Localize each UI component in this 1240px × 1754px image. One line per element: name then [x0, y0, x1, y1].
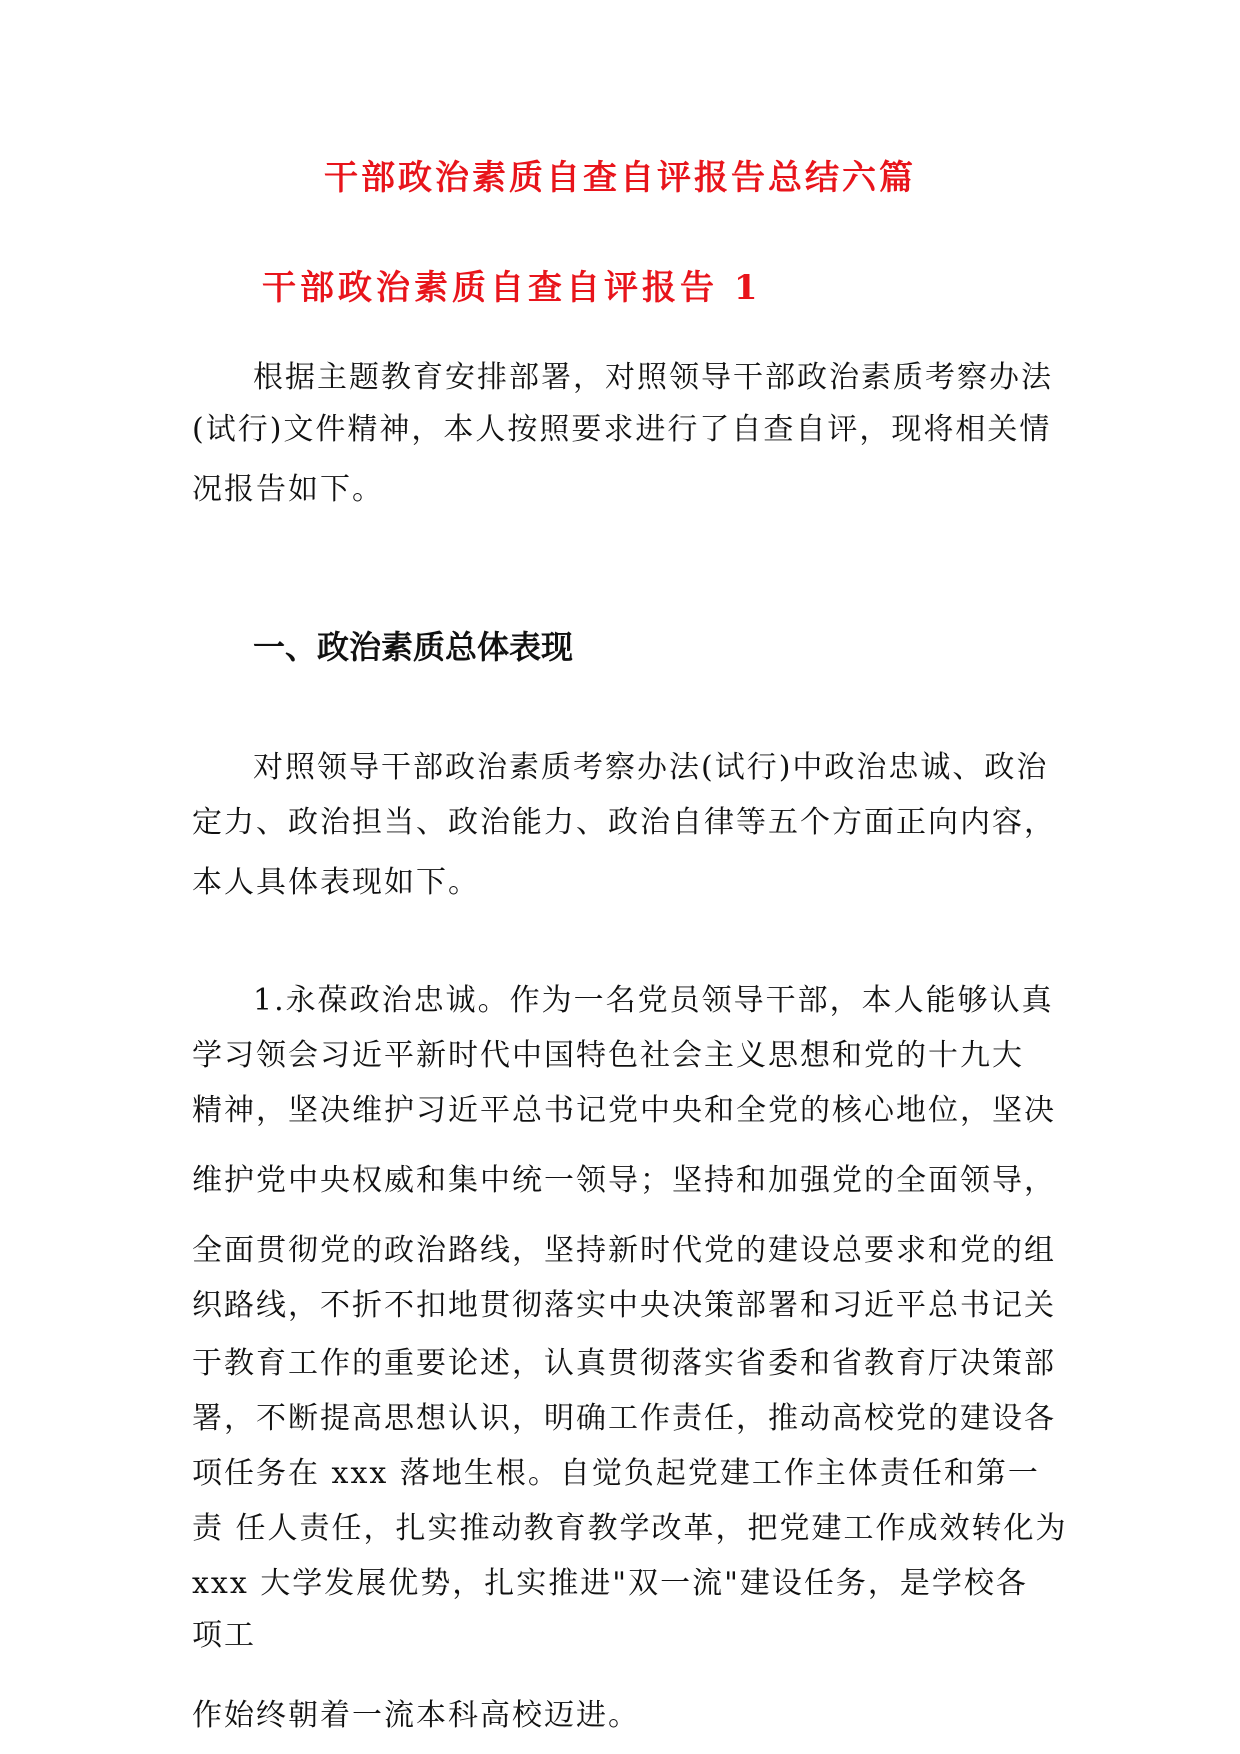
- paragraph-line: 精神，坚决维护习近平总书记党中央和全党的核心地位，坚决: [192, 1093, 1056, 1128]
- paragraph-line: 项任务在 xxx 落地生根。自觉负起党建工作主体责任和第一: [192, 1456, 1040, 1491]
- paragraph-line: 作始终朝着一流本科高校迈进。: [192, 1698, 640, 1733]
- report-subtitle: 干部政治素质自查自评报告 1: [262, 268, 762, 308]
- paragraph-line: 对照领导干部政治素质考察办法(试行)中政治忠诚、政治: [253, 750, 1049, 785]
- paragraph-line: 学习领会习近平新时代中国特色社会主义思想和党的十九大: [192, 1038, 1024, 1073]
- paragraph-line: (试行)文件精神，本人按照要求进行了自查自评，现将相关情: [192, 412, 1052, 447]
- paragraph-line: 织路线，不折不扣地贯彻落实中央决策部署和习近平总书记关: [192, 1288, 1056, 1323]
- paragraph-line: 定力、政治担当、政治能力、政治自律等五个方面正向内容，: [192, 805, 1056, 840]
- document-title: 干部政治素质自查自评报告总结六篇: [324, 158, 916, 198]
- paragraph-line: 项工: [192, 1618, 256, 1653]
- section-heading: 一、政治素质总体表现: [253, 628, 574, 666]
- paragraph-line: 署，不断提高思想认识，明确工作责任，推动高校党的建设各: [192, 1401, 1056, 1436]
- paragraph-line: 维护党中央权威和集中统一领导；坚持和加强党的全面领导，: [192, 1163, 1056, 1198]
- paragraph-line: 本人具体表现如下。: [192, 865, 480, 900]
- paragraph-line: 责 任人责任，扎实推动教育教学改革，把党建工作成效转化为: [192, 1511, 1068, 1546]
- paragraph-line: xxx 大学发展优势，扎实推进"双一流"建设任务，是学校各: [192, 1566, 1028, 1601]
- paragraph-line: 况报告如下。: [192, 472, 384, 507]
- paragraph-line: 根据主题教育安排部署，对照领导干部政治素质考察办法: [253, 360, 1053, 395]
- paragraph-line: 于教育工作的重要论述，认真贯彻落实省委和省教育厅决策部: [192, 1346, 1056, 1381]
- paragraph-line: 全面贯彻党的政治路线，坚持新时代党的建设总要求和党的组: [192, 1233, 1056, 1268]
- paragraph-line: 1.永葆政治忠诚。作为一名党员领导干部，本人能够认真: [253, 983, 1054, 1018]
